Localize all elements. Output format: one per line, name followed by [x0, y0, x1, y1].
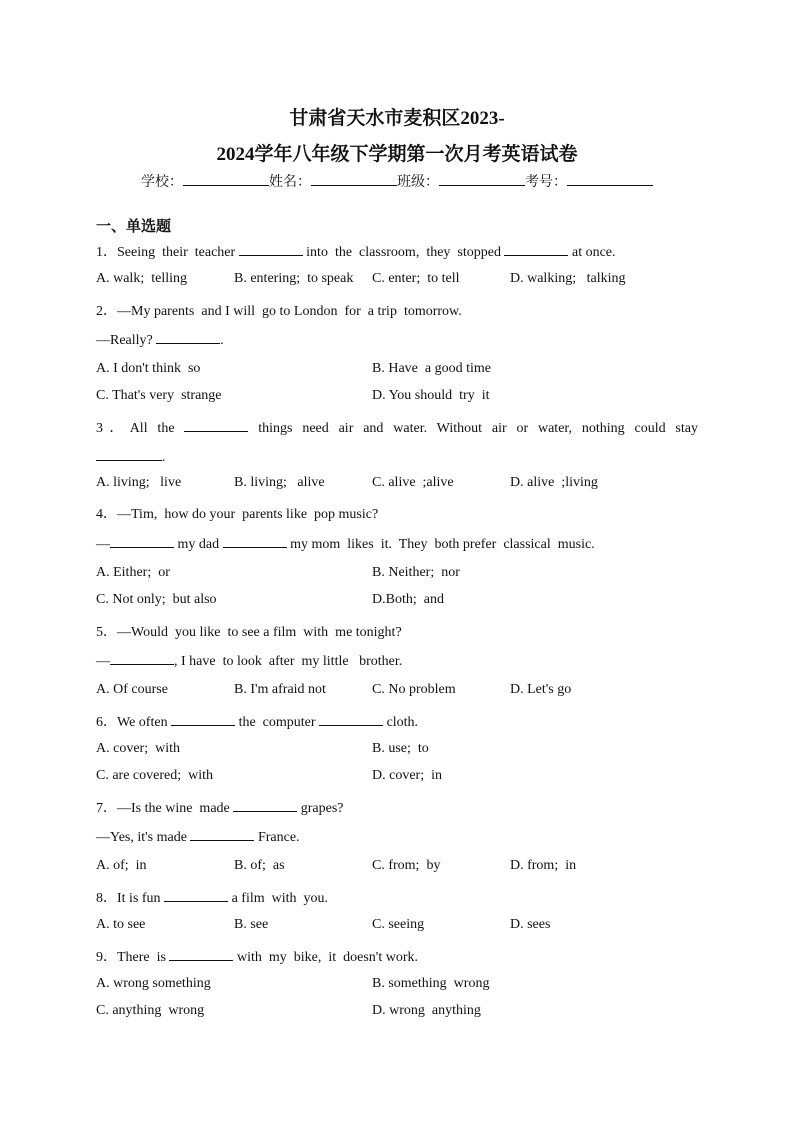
q8-option-d[interactable]: D. sees [510, 917, 551, 932]
q6-blank-1[interactable] [171, 713, 235, 726]
q6-text-a: 6．We often [96, 715, 172, 730]
q3-blank-2[interactable] [96, 448, 162, 461]
q6-option-a[interactable]: A. cover; with [96, 741, 180, 756]
q5-option-a[interactable]: A. Of course [96, 682, 168, 697]
q4-blank-1[interactable] [110, 535, 174, 548]
q6-text-c: cloth. [383, 715, 419, 730]
page-title-line1: 甘肃省天水市麦积区2023- [289, 108, 505, 129]
question-4-reply [96, 535, 595, 553]
q9-option-c[interactable]: C. anything wrong [96, 1003, 205, 1018]
q9-blank[interactable] [169, 948, 233, 961]
question-1 [96, 241, 616, 261]
q7-text-b: grapes? [297, 801, 344, 816]
question-8 [96, 887, 328, 907]
q1-blank-1[interactable] [239, 243, 303, 256]
q4-dash: — [96, 537, 110, 552]
q9-text-a: 9．There is [96, 950, 170, 965]
q5-option-c[interactable]: C. No problem [372, 682, 456, 697]
q8-option-a[interactable]: A. to see [96, 917, 146, 932]
q2-blank[interactable] [156, 331, 220, 344]
q7-reply-a: —Yes, it's made [96, 830, 191, 845]
q6-option-c[interactable]: C. are covered; with [96, 768, 214, 783]
q8-text-b: a film with you. [228, 891, 328, 906]
q3-option-a[interactable]: A. living; live [96, 475, 182, 490]
class-label: 班级： [397, 175, 439, 190]
q8-option-b[interactable]: B. see [234, 917, 269, 932]
q3-option-c[interactable]: C. alive ;alive [372, 475, 454, 490]
question-9 [96, 946, 418, 966]
q8-text-a: 8．It is fun [96, 891, 165, 906]
q9-option-d[interactable]: D. wrong anything [372, 1003, 481, 1018]
question-2-reply [96, 331, 224, 349]
q3-text-b: things need air and water. Without air or water, nothing could stay [248, 421, 698, 436]
q9-option-a[interactable]: A. wrong something [96, 976, 211, 991]
section-title: 一、单选题 [96, 219, 172, 235]
question-7 [96, 797, 344, 817]
question-5-reply [96, 652, 402, 670]
q1-text-c: at once. [568, 245, 616, 260]
q1-option-c[interactable]: C. enter; to tell [372, 271, 460, 286]
q8-blank[interactable] [164, 889, 228, 902]
q5-option-d[interactable]: D. Let's go [510, 682, 572, 697]
school-blank[interactable] [183, 173, 269, 186]
q5-text-end: , I have to look after my little brother. [174, 654, 403, 669]
student-info-row [0, 171, 794, 191]
q4-blank-2[interactable] [223, 535, 287, 548]
school-label: 学校： [141, 175, 183, 190]
q6-option-d[interactable]: D. cover; in [372, 768, 442, 783]
q2-option-c[interactable]: C. That's very strange [96, 388, 222, 403]
q7-option-c[interactable]: C. from; by [372, 858, 441, 873]
question-7-reply [96, 828, 300, 846]
question-5: 5．—Would you like to see a film with me tonight? [96, 625, 402, 640]
q3-blank-1[interactable] [184, 419, 248, 432]
q4-text-end: my mom likes it. They both prefer classical music. [286, 537, 595, 552]
q7-blank-2[interactable] [190, 828, 254, 841]
question-3-cont [96, 448, 166, 466]
q7-blank-1[interactable] [233, 799, 297, 812]
question-6 [96, 711, 418, 731]
q4-text-mid: my dad [174, 537, 223, 552]
q4-option-c[interactable]: C. Not only; but also [96, 592, 217, 607]
question-4: 4．—Tim, how do your parents like pop music? [96, 507, 379, 522]
q7-option-d[interactable]: D. from; in [510, 858, 577, 873]
exam-number-label: 考号： [525, 175, 567, 190]
q9-text-b: with my bike, it doesn't work. [233, 950, 418, 965]
name-blank[interactable] [311, 173, 397, 186]
q6-blank-2[interactable] [319, 713, 383, 726]
q1-text-b: into the classroom, they stopped [302, 245, 505, 260]
q2-option-d[interactable]: D. You should try it [372, 388, 490, 403]
q2-reply-text: —Really? [96, 333, 157, 348]
q7-option-b[interactable]: B. of; as [234, 858, 285, 873]
q3-text-a: 3．All the [96, 421, 185, 436]
q2-option-b[interactable]: B. Have a good time [372, 361, 491, 376]
q2-reply-end: . [220, 333, 224, 348]
q3-end: . [162, 450, 166, 465]
class-blank[interactable] [439, 173, 525, 186]
page-title-line2: 2024学年八年级下学期第一次月考英语试卷 [216, 144, 578, 165]
exam-number-blank[interactable] [567, 173, 653, 186]
q3-option-b[interactable]: B. living; alive [234, 475, 325, 490]
question-3 [96, 417, 698, 437]
q5-blank[interactable] [110, 652, 174, 665]
q1-option-d[interactable]: D. walking; talking [510, 271, 626, 286]
q4-option-b[interactable]: B. Neither; nor [372, 565, 460, 580]
q1-blank-2[interactable] [504, 243, 568, 256]
q7-option-a[interactable]: A. of; in [96, 858, 147, 873]
q7-text-a: 7．—Is the wine made [96, 801, 234, 816]
q1-option-b[interactable]: B. entering; to speak [234, 271, 354, 286]
q4-option-d[interactable]: D.Both; and [372, 592, 444, 607]
name-label: 姓名： [269, 175, 311, 190]
q1-option-a[interactable]: A. walk; telling [96, 271, 187, 286]
q3-option-d[interactable]: D. alive ;living [510, 475, 598, 490]
q9-option-b[interactable]: B. something wrong [372, 976, 490, 991]
q7-reply-b: France. [254, 830, 300, 845]
q6-text-b: the computer [235, 715, 320, 730]
question-2: 2．—My parents and I will go to London for a trip tomorrow. [96, 304, 462, 319]
q1-text-a: 1．Seeing their teacher [96, 245, 239, 260]
q4-option-a[interactable]: A. Either; or [96, 565, 170, 580]
q6-option-b[interactable]: B. use; to [372, 741, 429, 756]
q8-option-c[interactable]: C. seeing [372, 917, 425, 932]
q5-option-b[interactable]: B. I'm afraid not [234, 682, 326, 697]
q2-option-a[interactable]: A. I don't think so [96, 361, 201, 376]
q5-dash: — [96, 654, 110, 669]
